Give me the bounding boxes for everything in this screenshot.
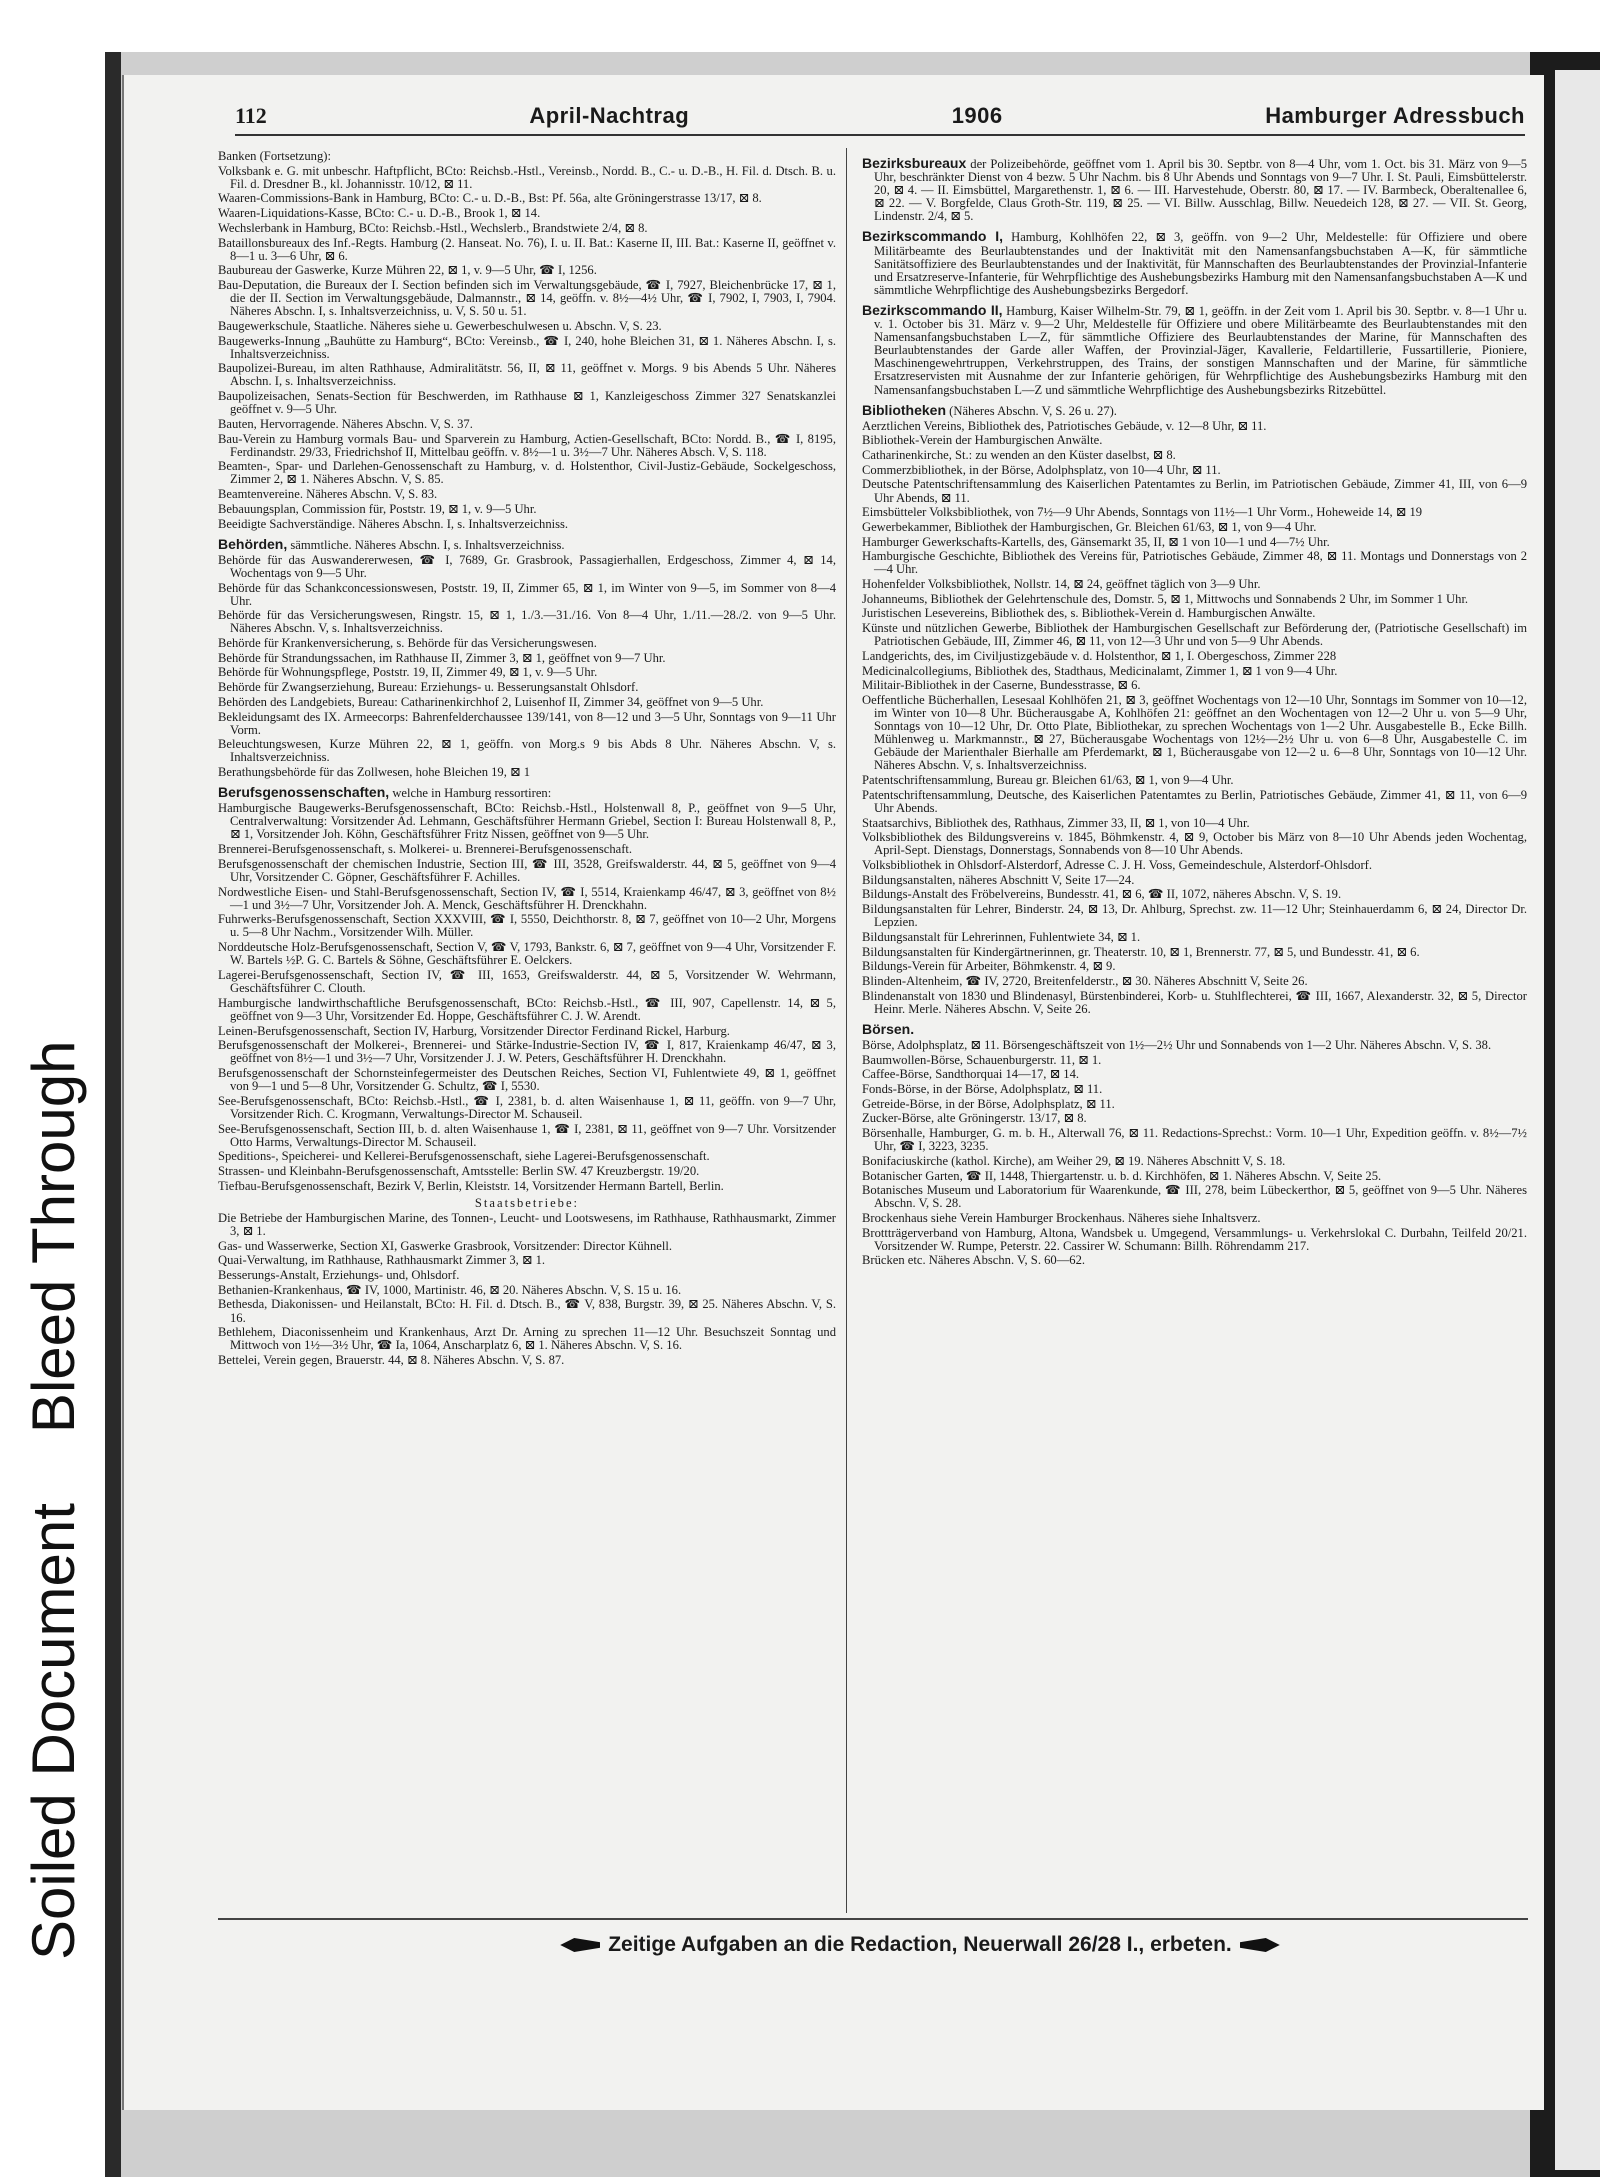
directory-entry: Hohenfelder Volksbibliothek, Nollstr. 14, ⊠ 24, geöffnet täglich von 3—9 Uhr. (862, 577, 1261, 592)
section-entry (862, 1020, 1527, 1037)
directory-entry: Bau-Deputation, die Bureaux der I. Section befinden sich im Verwaltungsgebäude, ☎ I, 7927, Bleichenbrücke 17, ⊠ 1, die der II. Section im Verwaltungsgebäude, Dalmannstr., ⊠ 14, geöffn. v. 8½—4½ Uhr, ☎ I, 7902, I, 7903, I, 7904. Näheres Abschn. I, s. Inhaltsverzeichniss, u. V, S. 50 u. 51. (218, 278, 836, 319)
directory-entry: Speditions-, Speicherei- und Kellerei-Berufsgenossenschaft, siehe Lagerei-Berufsgenossenschaft. (218, 1149, 710, 1164)
directory-entry: Börse, Adolphsplatz, ⊠ 11. Börsengeschäftszeit von 1½—2½ Uhr und Sonnabends von 1—2 Uhr. Näheres Abschn. V, S. 38. (862, 1037, 1492, 1052)
directory-entry: Leinen-Berufsgenossenschaft, Section IV, Harburg, Vorsitzender Director Ferdinand Rickel, Harburg. (218, 1023, 730, 1038)
directory-entry: Gas- und Wasserwerke, Section XI, Gaswerke Grasbrook, Vorsitzender: Director Kühnell. (218, 1238, 672, 1253)
directory-entry: Bonifaciuskirche (kathol. Kirche), am Weiher 29, ⊠ 19. Näheres Abschnitt V, S. 18. (862, 1153, 1286, 1168)
directory-entry: Baubureau der Gaswerke, Kurze Mühren 22, ⊠ 1, v. 9—5 Uhr, ☎ I, 1256. (218, 263, 597, 278)
section-entry (218, 535, 836, 552)
directory-entry: Behörde für Wohnungspflege, Poststr. 19, II, Zimmer 49, ⊠ 1, v. 9—5 Uhr. (218, 665, 598, 680)
section-entry (862, 157, 1527, 223)
directory-entry: Bildungsanstalten für Lehrer, Binderstr. 24, ⊠ 13, Dr. Ahlburg, Sprechst. zw. 11—12 Uhr; Steinhauerdamm 6, ⊠ 24, Director Dr. Lepzien. (862, 902, 1527, 930)
directory-entry: Baupolizeisachen, Senats-Section für Beschwerden, im Rathhause ⊠ 1, Kanzleigeschoss Zimmer 327 Senatskanzlei geöffnet v. 9—5 Uhr. (218, 389, 836, 417)
directory-entry: Hamburgische Geschichte, Bibliothek des Vereins für, Patriotisches Gebäude, Zimmer 48, ⊠ 11. Montags und Donnerstags von 2—4 Uhr. (862, 549, 1527, 577)
directory-entry: Hamburger Gewerkschafts-Kartells, des, Gänsemarkt 35, II, ⊠ 1 von 10—1 und 4—7½ Uhr. (862, 534, 1330, 549)
directory-entry: Staatsarchivs, Bibliothek des, Rathhaus, Zimmer 33, II, ⊠ 1, von 10—4 Uhr. (862, 815, 1250, 830)
directory-entry: Wechslerbank in Hamburg, BCto: Reichsb.-Hstl., Wechslerb., Brandstwiete 2/4, ⊠ 8. (218, 220, 648, 235)
subheading: Staatsbetriebe: (474, 1195, 580, 1210)
directory-entry: Juristischen Lesevereins, Bibliothek des, s. Bibliothek-Verein d. Hamburgischen Anwälte. (862, 606, 1316, 621)
directory-entry: Bebauungsplan, Commission für, Poststr. 19, ⊠ 1, v. 9—5 Uhr. (218, 501, 537, 516)
directory-entry: Bau-Verein zu Hamburg vormals Bau- und Sparverein zu Hamburg, Actien-Gesellschaft, BCto: Nordd. B., ☎ I, 8195, Ferdinandstr. 29/33, Friedrichshof II, Mittelbau geöffn. v. 8½—1 u. 3½—7 Uhr. Näheres Absch. V, S. 118. (218, 431, 836, 459)
directory-entry: Volksbibliothek in Ohlsdorf-Alsterdorf, Adresse C. J. H. Voss, Gemeindeschule, Alsterdorf-Ohlsdorf. (862, 858, 1372, 873)
section-entry (862, 401, 1527, 418)
sidebar-label-bleed: Bleed Through (20, 1040, 87, 1434)
footer-text: Zeitige Aufgaben an die Redaction, Neuerwall 26/28 I., erbeten. (608, 1933, 1232, 1956)
directory-entry: Bettelei, Verein gegen, Brauerstr. 44, ⊠ 8. Näheres Abschn. V, S. 87. (218, 1352, 565, 1367)
section-text: welche in Hamburg ressortiren: (389, 786, 552, 801)
directory-entry: Berufsgenossenschaft der Molkerei-, Brennerei- und Stärke-Industrie-Section IV, ☎ I, 817, Kraienkamp 46/47, ⊠ 3, geöffnet von 8½—1 und 3½—7 Uhr, Vorsitzender J. J. W. Peters, Geschäftsführer H. Drenckhahn. (218, 1038, 836, 1066)
publication-title: Hamburger Adressbuch (1265, 103, 1525, 128)
directory-entry: Landgerichts, des, im Civiljustizgebäude v. d. Holstenthor, ⊠ 1, I. Obergeschoss, Zimmer 228 (862, 648, 1337, 663)
directory-entry: Botanisches Museum und Laboratorium für Waarenkunde, ☎ III, 278, beim Lübeckerthor, ⊠ 5, geöffnet von 9—5 Uhr. Näheres Abschn. V, S. 28. (862, 1183, 1527, 1211)
directory-entry: Behörde für Strandungssachen, im Rathhause II, Zimmer 3, ⊠ 1, geöffnet von 9—7 Uhr. (218, 650, 666, 665)
scan-edge-left (105, 52, 121, 2177)
page-number: 112 (235, 103, 267, 128)
directory-entry: Behörde für Zwangserziehung, Bureau: Erziehungs- u. Besserungsanstalt Ohlsdorf. (218, 680, 639, 695)
sidebar-label (8, 840, 100, 1960)
directory-entry: Berufsgenossenschaft der chemischen Industrie, Section III, ☎ III, 3528, Greifswalderstr. 44, ⊠ 5, geöffnet von 9—4 Uhr, Vorsitzender C. Göpner, Geschäftsführer F. Achilles. (218, 856, 836, 884)
directory-entry: Getreide-Börse, in der Börse, Adolphsplatz, ⊠ 11. (862, 1096, 1115, 1111)
directory-entry: Bildungs-Verein für Arbeiter, Böhmkenstr. 4, ⊠ 9. (862, 959, 1116, 974)
directory-entry: Brottträgerverband von Hamburg, Altona, Wandsbek u. Umgegend, Versammlungs- u. Verkehrslokal C. Durbahn, Teilfeld 20/21. Vorsitzender W. Rumpe, Peterstr. 22. Cassirer W. Schumann: Billh. Röhrendamm 217. (862, 1225, 1527, 1253)
directory-entry: Baugewerkschule, Staatliche. Näheres siehe u. Gewerbeschulwesen u. Abschn. V, S. 23. (218, 318, 662, 333)
directory-entry: Volksbibliothek des Bildungsvereins v. 1845, Böhmkenstr. 4, ⊠ 9, October bis März von 8—10 Uhr Abends jeden Wochentag, April-Sept. Dienstags, Donnerstags, Sonnabends von 8—10 Uhr Abends. (862, 830, 1527, 858)
directory-entry: Bildungsanstalt für Lehrerinnen, Fuhlentwiete 34, ⊠ 1. (862, 929, 1141, 944)
year: 1906 (951, 103, 1003, 128)
directory-entry: Baumwollen-Börse, Schauenburgerstr. 11, ⊠ 1. (862, 1052, 1102, 1067)
section-entry (218, 786, 836, 800)
directory-entry: Banken (Fortsetzung): (218, 150, 331, 163)
directory-entry: Berathungsbehörde für das Zollwesen, hohe Bleichen 19, ⊠ 1 (218, 765, 531, 780)
section-title: Bezirksbureaux (862, 155, 967, 171)
directory-entry: Norddeutsche Holz-Berufsgenossenschaft, Section V, ☎ V, 1793, Bankstr. 6, ⊠ 7, geöffnet von 9—4 Uhr, Vorsitzender F. W. Bartels ½P. G. C. Bartels & Söhne, Geschäftsführer E. Oelckers. (218, 940, 836, 968)
section-text: Hamburg, Kohlhöfen 22, ⊠ 3, geöffn. von 9—2 Uhr, Meldestelle: für Offiziere und obere Militärbeamte des Beurlaubtenstandes und der Inaktivität mit den Namensanfangsbuchstaben A—K, für sämmtliche Sanitätsoffiziere des Beurlaubtenstandes und der Inaktivität, für Mannschaften des Beurlaubtenstandes der Provinzial-Infanterie und Ersatzreserve-Infanterie, für Wehrpflichtige des Aushebungsbezirks Hamburg mit den Namensanfangsbuchstaben A—K und sämmtliche Wehrpflichtige des Aushebungsbezirks Bergedorf. (874, 230, 1527, 297)
section-text: (Näheres Abschn. V, S. 26 u. 27). (946, 403, 1117, 418)
footer-rule (218, 1918, 1528, 1920)
directory-entry: Commerzbibliothek, in der Börse, Adolphsplatz, von 10—4 Uhr, ⊠ 11. (862, 462, 1221, 477)
right-column (862, 150, 1527, 1910)
directory-entry: Baupolizei-Bureau, im alten Rathhause, Admiralitätstr. 56, II, ⊠ 11, geöffnet v. Morgs. 9 bis Abends 5 Uhr. Näheres Abschn. I, s. Inhaltsverzeichniss. (218, 361, 836, 389)
directory-entry: Brockenhaus siehe Verein Hamburger Brockenhaus. Näheres siehe Inhaltsverz. (862, 1211, 1261, 1225)
directory-entry: Behörde für Krankenversicherung, s. Behörde für das Versicherungswesen. (218, 636, 597, 651)
directory-entry: Hamburgische Baugewerks-Berufsgenossenschaft, BCto: Reichsb.-Hstl., Holstenwall 8, P., geöffnet von 9—5 Uhr, Centralverwaltung: Vorsitzender Ad. Lehmann, Geschäftsführer Hermann Griebel, Section I: Bureau Holstenwall 8, P., ⊠ 1, Vorsitzender Joh. Köhn, Geschäftsführer Fritz Nissen, geöffnet von 9—5 Uhr. (218, 801, 836, 842)
directory-entry: Beamten-, Spar- und Darlehen-Genossenschaft zu Hamburg, v. d. Holstenthor, Civil-Justiz-Gebäude, Sockelgeschoss, Zimmer 2, ⊠ 1. Näheres Abschn. V, S. 85. (218, 459, 836, 487)
section-title: Börsen. (862, 1020, 915, 1037)
section-text: Hamburg, Kaiser Wilhelm-Str. 79, ⊠ 1, geöffn. in der Zeit vom 1. April bis 30. Septbr. v. 8—1 Uhr u. v. 1. October bis 31. März v. 9—2 Uhr, Meldestelle für Offiziere und obere Militärbeamte des Beurlaubtenstandes mit den Namensanfangsbuchstaben L—Z, für sämmtliche Offiziere des Beurlaubtenstandes der Marine, für Mannschaften des Beurlaubtenstandes der Garde aller Waffen, der Provinzial-Jäger, Kavallerie, Feldartillerie, Fussartillerie, Pioniere, Maschinengewehrtruppen, Verkehrstruppen, des Trains, der sonstigen Mannschaften und der Marine, für sämmtliche Ersatzreservisten mit Ausnahme der zur Infanterie gehörigen, für Wehrpflichtige des Aushebungsbezirks Hamburg mit den Namensanfangsbuchstaben L—Z und sämmtliche Wehrpflichtige des Aushebungsbezirks Ritzebüttel. (874, 303, 1527, 397)
directory-entry: Brennerei-Berufsgenossenschaft, s. Molkerei- u. Brennerei-Berufsgenossenschaft. (218, 842, 633, 857)
directory-entry: Bauten, Hervorragende. Näheres Abschn. V, S. 37. (218, 416, 473, 431)
section-entry (862, 301, 1527, 397)
directory-entry: Deutsche Patentschriftensammlung des Kaiserlichen Patentamtes zu Berlin, im Patriotischen Gebäude, Zimmer 41, III, von 6—9 Uhr Abends, ⊠ 11. (862, 477, 1527, 505)
directory-entry: Medicinalcollegiums, Bibliothek des, Stadthaus, Medicinalamt, Zimmer 1, ⊠ 1 von 9—4 Uhr. (862, 663, 1338, 678)
section-text: der Polizeibehörde, geöffnet vom 1. April bis 30. Septbr. von 8—4 Uhr, vom 1. Oct. bis 31. März von 9—5 Uhr, beschränkter Dienst von 4 bezw. 5 Uhr Nachm. bis 8 Uhr Abends und Sonntags von 9—7 Uhr. I. St. Pauli, Eimsbüttelerstr. 20, ⊠ 4. — II. Eimsbüttel, Margarethenstr. 1, ⊠ 6. — III. Harvestehude, Oberstr. 80, ⊠ 17. — IV. Barmbeck, Oberaltenallee 6, ⊠ 22. — V. Borgfelde, Claus Groth-Str. 119, ⊠ 25. — VI. Billw. Ausschlag, Billw. Neuedeich 128, ⊠ 27. — VII. St. Georg, Lindenstr. 2/4, ⊠ 5. (874, 157, 1527, 224)
directory-entry: Lagerei-Berufsgenossenschaft, Section IV, ☎ III, 1653, Greifswalderstr. 44, ⊠ 5, Vorsitzender W. Wehrmann, Geschäftsführer C. Clouth. (218, 967, 836, 996)
directory-entry: Quai-Verwaltung, im Rathhause, Rathhausmarkt Zimmer 3, ⊠ 1. (218, 1253, 546, 1268)
directory-entry: Fuhrwerks-Berufsgenossenschaft, Section XXXVIII, ☎ I, 5550, Deichthorstr. 8, ⊠ 7, geöffnet von 10—2 Uhr, Morgens u. 5—8 Uhr Nachm., Vorsitzender Wilh. Müller. (218, 912, 836, 940)
directory-entry: Behörde für das Versicherungswesen, Ringstr. 15, ⊠ 1, 1./3.—31./16. Von 8—4 Uhr, 1./11.—28./2. von 9—5 Uhr. Näheres Abschn. V, s. Inhaltsverzeichniss. (218, 608, 836, 636)
directory-entry: Bekleidungsamt des IX. Armeecorps: Bahrenfelderchaussee 139/141, von 8—12 und 3—5 Uhr, Sonntags von 9—11 Uhr Vorm. (218, 709, 836, 737)
directory-entry: Aerztlichen Vereins, Bibliothek des, Patriotisches Gebäude, v. 12—8 Uhr, ⊠ 11. (862, 418, 1267, 433)
supplement-title: April-Nachtrag (529, 103, 690, 128)
directory-entry: Gewerbekammer, Bibliothek der Hamburgischen, Gr. Bleichen 61/63, ⊠ 1, von 9—4 Uhr. (862, 519, 1317, 534)
sidebar-rotated-text (8, 840, 100, 1960)
directory-entry: Militair-Bibliothek in der Caserne, Bundesstrasse, ⊠ 6. (862, 678, 1141, 693)
section-title: Bezirkscommando II, (862, 301, 1003, 318)
page-header (235, 98, 1525, 136)
directory-entry: Botanischer Garten, ☎ II, 1448, Thiergartenstr. u. b. d. Kirchhöfen, ⊠ 1. Näheres Abschn. V, Seite 25. (862, 1168, 1382, 1183)
next-page-edge (1555, 70, 1600, 2170)
directory-entry: Beamtenvereine. Näheres Abschn. V, S. 83. (218, 487, 438, 502)
section-text: sämmtliche. Näheres Abschn. I, s. Inhaltsverzeichniss. (287, 537, 565, 552)
directory-entry: Caffee-Börse, Sandthorquai 14—17, ⊠ 14. (862, 1067, 1080, 1082)
directory-entry: Volksbank e. G. mit unbeschr. Haftpflicht, BCto: Reichsb.-Hstl., Vereinsb., Nordd. B., C.- u. D.-B., H. Fil. d. Dtsch. B. u. Fil. d. Dresdner B., kl. Johannisstr. 10/12, ⊠ 11. (218, 163, 836, 191)
directory-entry: Baugewerks-Innung „Bauhütte zu Hamburg“, BCto: Vereinsb., ☎ I, 240, hohe Bleichen 31, ⊠ 1. Näheres Abschn. I, s. Inhaltsverzeichniss. (218, 333, 836, 361)
left-column (218, 150, 836, 1910)
directory-entry: Bataillonsbureaux des Inf.-Regts. Hamburg (2. Hanseat. No. 76), I. u. II. Bat.: Kaserne II, III. Bat.: Kaserne II, geöffnet v. 8—1 u. 3—6 Uhr, ⊠ 6. (218, 235, 836, 263)
directory-entry: Börsenhalle, Hamburger, G. m. b. H., Alterwall 76, ⊠ 11. Redactions-Sprechst.: Vorm. 10—1 Uhr, Expedition geöffn. v. 8½—7½ Uhr, ☎ I, 3223, 3235. (862, 1126, 1527, 1154)
directory-entry: Künste und nützlichen Gewerbe, Bibliothek der Hamburgischen Gesellschaft zur Beförderung der, (Patriotische Gesellschaft) im Patriotischen Gebäude, III, Zimmer 46, ⊠ 11, von 12—3 Uhr und von 5—9 Uhr Abends. (862, 621, 1527, 649)
directory-entry: Blinden-Altenheim, ☎ IV, 2720, Breitenfelderstr., ⊠ 30. Näheres Abschnitt V, Seite 26. (862, 973, 1308, 988)
footer (420, 1930, 1420, 1960)
directory-entry: Patentschriftensammlung, Bureau gr. Bleichen 61/63, ⊠ 1, von 9—4 Uhr. (862, 773, 1234, 788)
section-title: Bibliotheken (862, 401, 947, 418)
section-title: Behörden, (218, 535, 288, 552)
directory-entry: Berufsgenossenschaft der Schornsteinfegermeister des Deutschen Reiches, Section VI, Fuhlentwiete 49, ⊠ 1, geöffnet von 9—1 und 5—8 Uhr, Vorsitzender G. Schultz, ☎ I, 5530. (218, 1065, 836, 1094)
sidebar-label-soiled: Soiled Document (20, 1503, 87, 1960)
directory-entry: Waaren-Liquidations-Kasse, BCto: C.- u. D.-B., Brook 1, ⊠ 14. (218, 206, 541, 221)
directory-entry: Patentschriftensammlung, Deutsche, des Kaiserlichen Patentamtes zu Berlin, Patriotisches Gebäude, Zimmer 41, ⊠ 11, von 6—9 Uhr Abends. (862, 787, 1527, 815)
directory-entry: Waaren-Commissions-Bank in Hamburg, BCto: C.- u. D.-B., Bst: Pf. 56a, alte Gröningerstrasse 13/17, ⊠ 8. (218, 191, 762, 206)
directory-entry: Behörde für das Auswandererwesen, ☎ I, 7689, Gr. Grasbrook, Passagierhallen, Erdgeschoss, Zimmer 4, ⊠ 14, Wochentags von 9—5 Uhr. (218, 552, 836, 580)
directory-entry: Beeidigte Sachverständige. Näheres Abschn. I, s. Inhaltsverzeichniss. (218, 516, 569, 531)
directory-entry: Bethesda, Diakonissen- und Heilanstalt, BCto: H. Fil. d. Dtsch. B., ☎ V, 838, Burgstr. 39, ⊠ 25. Näheres Abschn. V, S. 16. (218, 1297, 836, 1325)
directory-entry: Die Betriebe der Hamburgischen Marine, des Tonnen-, Leucht- und Lootswesens, im Rathhause, Rathhausmarkt, Zimmer 3, ⊠ 1. (218, 1210, 836, 1238)
directory-entry: Bethanien-Krankenhaus, ☎ IV, 1000, Martinistr. 46, ⊠ 20. Näheres Abschn. V, S. 15 u. 16. (218, 1282, 682, 1297)
directory-entry: Strassen- und Kleinbahn-Berufsgenossenschaft, Amtsstelle: Berlin SW. 47 Kreuzbergstr. 19/20. (218, 1164, 700, 1178)
directory-entry: Oeffentliche Bücherhallen, Lesesaal Kohlhöfen 21, ⊠ 3, geöffnet Wochentags von 12—10 Uhr, Sonntags im Sommer von 10—12, im Winter von 10—8 Uhr. Bücherausgabe A, Kohlhöfen 21: geöffnet an den Wochentagen von 12—2 Uhr u. von 5—9 Uhr, Sonntags von 10—12 Uhr, Dr. Otto Plate, Bibliothekar, zu sprechen Wochentags von 1—2 Uhr. Ausgabestelle B., Ecke Billh. Mühlenweg u. Markmannstr., ⊠ 27, Bücherausgabe Wochentags von 12½—2½ Uhr u. von 6—8 Uhr, Ausgabestelle C. im Gebäude der Marienthaler Bierhalle am Pferdemarkt, ⊠ 1, Bücherausgabe von 12—2 u. 6—8 Uhr, Sonntags von 10—12 Uhr. Näheres Abschn. V, s. Inhaltsverzeichniss. (862, 692, 1527, 773)
directory-entry: Catharinenkirche, St.: zu wenden an den Küster daselbst, ⊠ 8. (862, 448, 1176, 463)
directory-entry: Behörde für das Schankconcessionswesen, Poststr. 19, II, Zimmer 65, ⊠ 1, im Winter von 9—5, im Sommer von 8—4 Uhr. (218, 580, 836, 608)
directory-entry: Bildungs-Anstalt des Fröbelvereins, Bundesstr. 41, ⊠ 6, ☎ II, 1072, näheres Abschn. V, S. 19. (862, 887, 1342, 902)
directory-entry: Nordwestliche Eisen- und Stahl-Berufsgenossenschaft, Section IV, ☎ I, 5514, Kraienkamp 46/47, ⊠ 3, geöffnet von 8½—1 und 3½—7 Uhr, Vorsitzender Joh. A. Menck, Geschäftsführer H. Drenckhahn. (218, 884, 836, 912)
directory-entry: Johanneums, Bibliothek der Gelehrtenschule des, Domstr. 5, ⊠ 1, Mittwochs und Sonnabends 2 Uhr, im Sommer 1 Uhr. (862, 591, 1469, 606)
directory-entry: Fonds-Börse, in der Börse, Adolphsplatz, ⊠ 11. (862, 1082, 1103, 1096)
directory-entry: See-Berufsgenossenschaft, BCto: Reichsb.-Hstl., ☎ I, 2381, b. d. alten Waisenhause 1, ⊠ 11, geöffn. von 9—7 Uhr, Vorsitzender Rich. C. Krogmann, Verwaltungs-Director M. Schauseil. (218, 1093, 836, 1121)
directory-entry: Bethlehem, Diaconissenheim und Krankenhaus, Arzt Dr. Arning zu sprechen 11—12 Uhr. Besuchszeit Sonntag und Mittwoch von 1½—3½ Uhr, ☎ Ia, 1064, Anscharplatz 6, ⊠ 1. Näheres Abschn. V, S. 16. (218, 1325, 836, 1353)
directory-entry: Bibliothek-Verein der Hamburgischen Anwälte. (862, 433, 1103, 448)
directory-entry: Eimsbütteler Volksbibliothek, von 7½—9 Uhr Abends, Sonntags von 11½—1 Uhr Vorm., Hoheweide 14, ⊠ 19 (862, 505, 1423, 520)
directory-entry: Hamburgische landwirthschaftliche Berufsgenossenschaft, BCto: Reichsb.-Hstl., ☎ III, 907, Capellenstr. 14, ⊠ 5, geöffnet von 9—3 Uhr, Vorsitzender Ed. Hoppe, Geschäftsführer C. J. W. Arendt. (218, 995, 836, 1023)
directory-entry: Bildungsanstalten, näheres Abschnitt V, Seite 17—24. (862, 872, 1135, 887)
pointing-hand-icon (560, 1938, 600, 1952)
directory-entry: Behörden des Landgebiets, Bureau: Catharinenkirchhof 2, Luisenhof II, Zimmer 34, geöffnet von 9—5 Uhr. (218, 694, 764, 709)
directory-entry: Tiefbau-Berufsgenossenschaft, Bezirk V, Berlin, Kleiststr. 14, Vorsitzender Hermann Bartell, Berlin. (218, 1178, 724, 1193)
section-title: Berufsgenossenschaften, (218, 784, 390, 801)
directory-entry: Bildungsanstalten für Kindergärtnerinnen, gr. Theaterstr. 10, ⊠ 1, Brennerstr. 77, ⊠ 5, und Bundesstr. 41, ⊠ 6. (862, 944, 1420, 959)
directory-entry: Brücken etc. Näheres Abschn. V, S. 60—62. (862, 1253, 1086, 1268)
section-title: Bezirkscommando I, (862, 228, 1004, 245)
pointing-hand-icon (1240, 1938, 1280, 1952)
directory-entry: Zucker-Börse, alte Gröningerstr. 13/17, ⊠ 8. (862, 1111, 1087, 1126)
directory-entry: See-Berufsgenossenschaft, Section III, b. d. alten Waisenhause 1, ☎ I, 2381, ⊠ 11, geöffnet von 9—7 Uhr. Vorsitzender Otto Harms, Verwaltungs-Director M. Schauseil. (218, 1121, 836, 1149)
column-divider (846, 148, 847, 1913)
section-entry (862, 230, 1527, 296)
directory-entry: Beleuchtungswesen, Kurze Mühren 22, ⊠ 1, geöffn. von Morg.s 9 bis Abds 8 Uhr. Näheres Abschn. V, s. Inhaltsverzeichniss. (218, 737, 836, 765)
directory-entry: Blindenanstalt von 1830 und Blindenasyl, Bürstenbinderei, Korb- u. Stuhlflechterei, ☎ III, 1667, Alexanderstr. 32, ⊠ 5, Director Heinr. Merle. Näheres Abschn. V, Seite 26. (862, 988, 1527, 1016)
directory-entry: Besserungs-Anstalt, Erziehungs- und, Ohlsdorf. (218, 1268, 460, 1283)
